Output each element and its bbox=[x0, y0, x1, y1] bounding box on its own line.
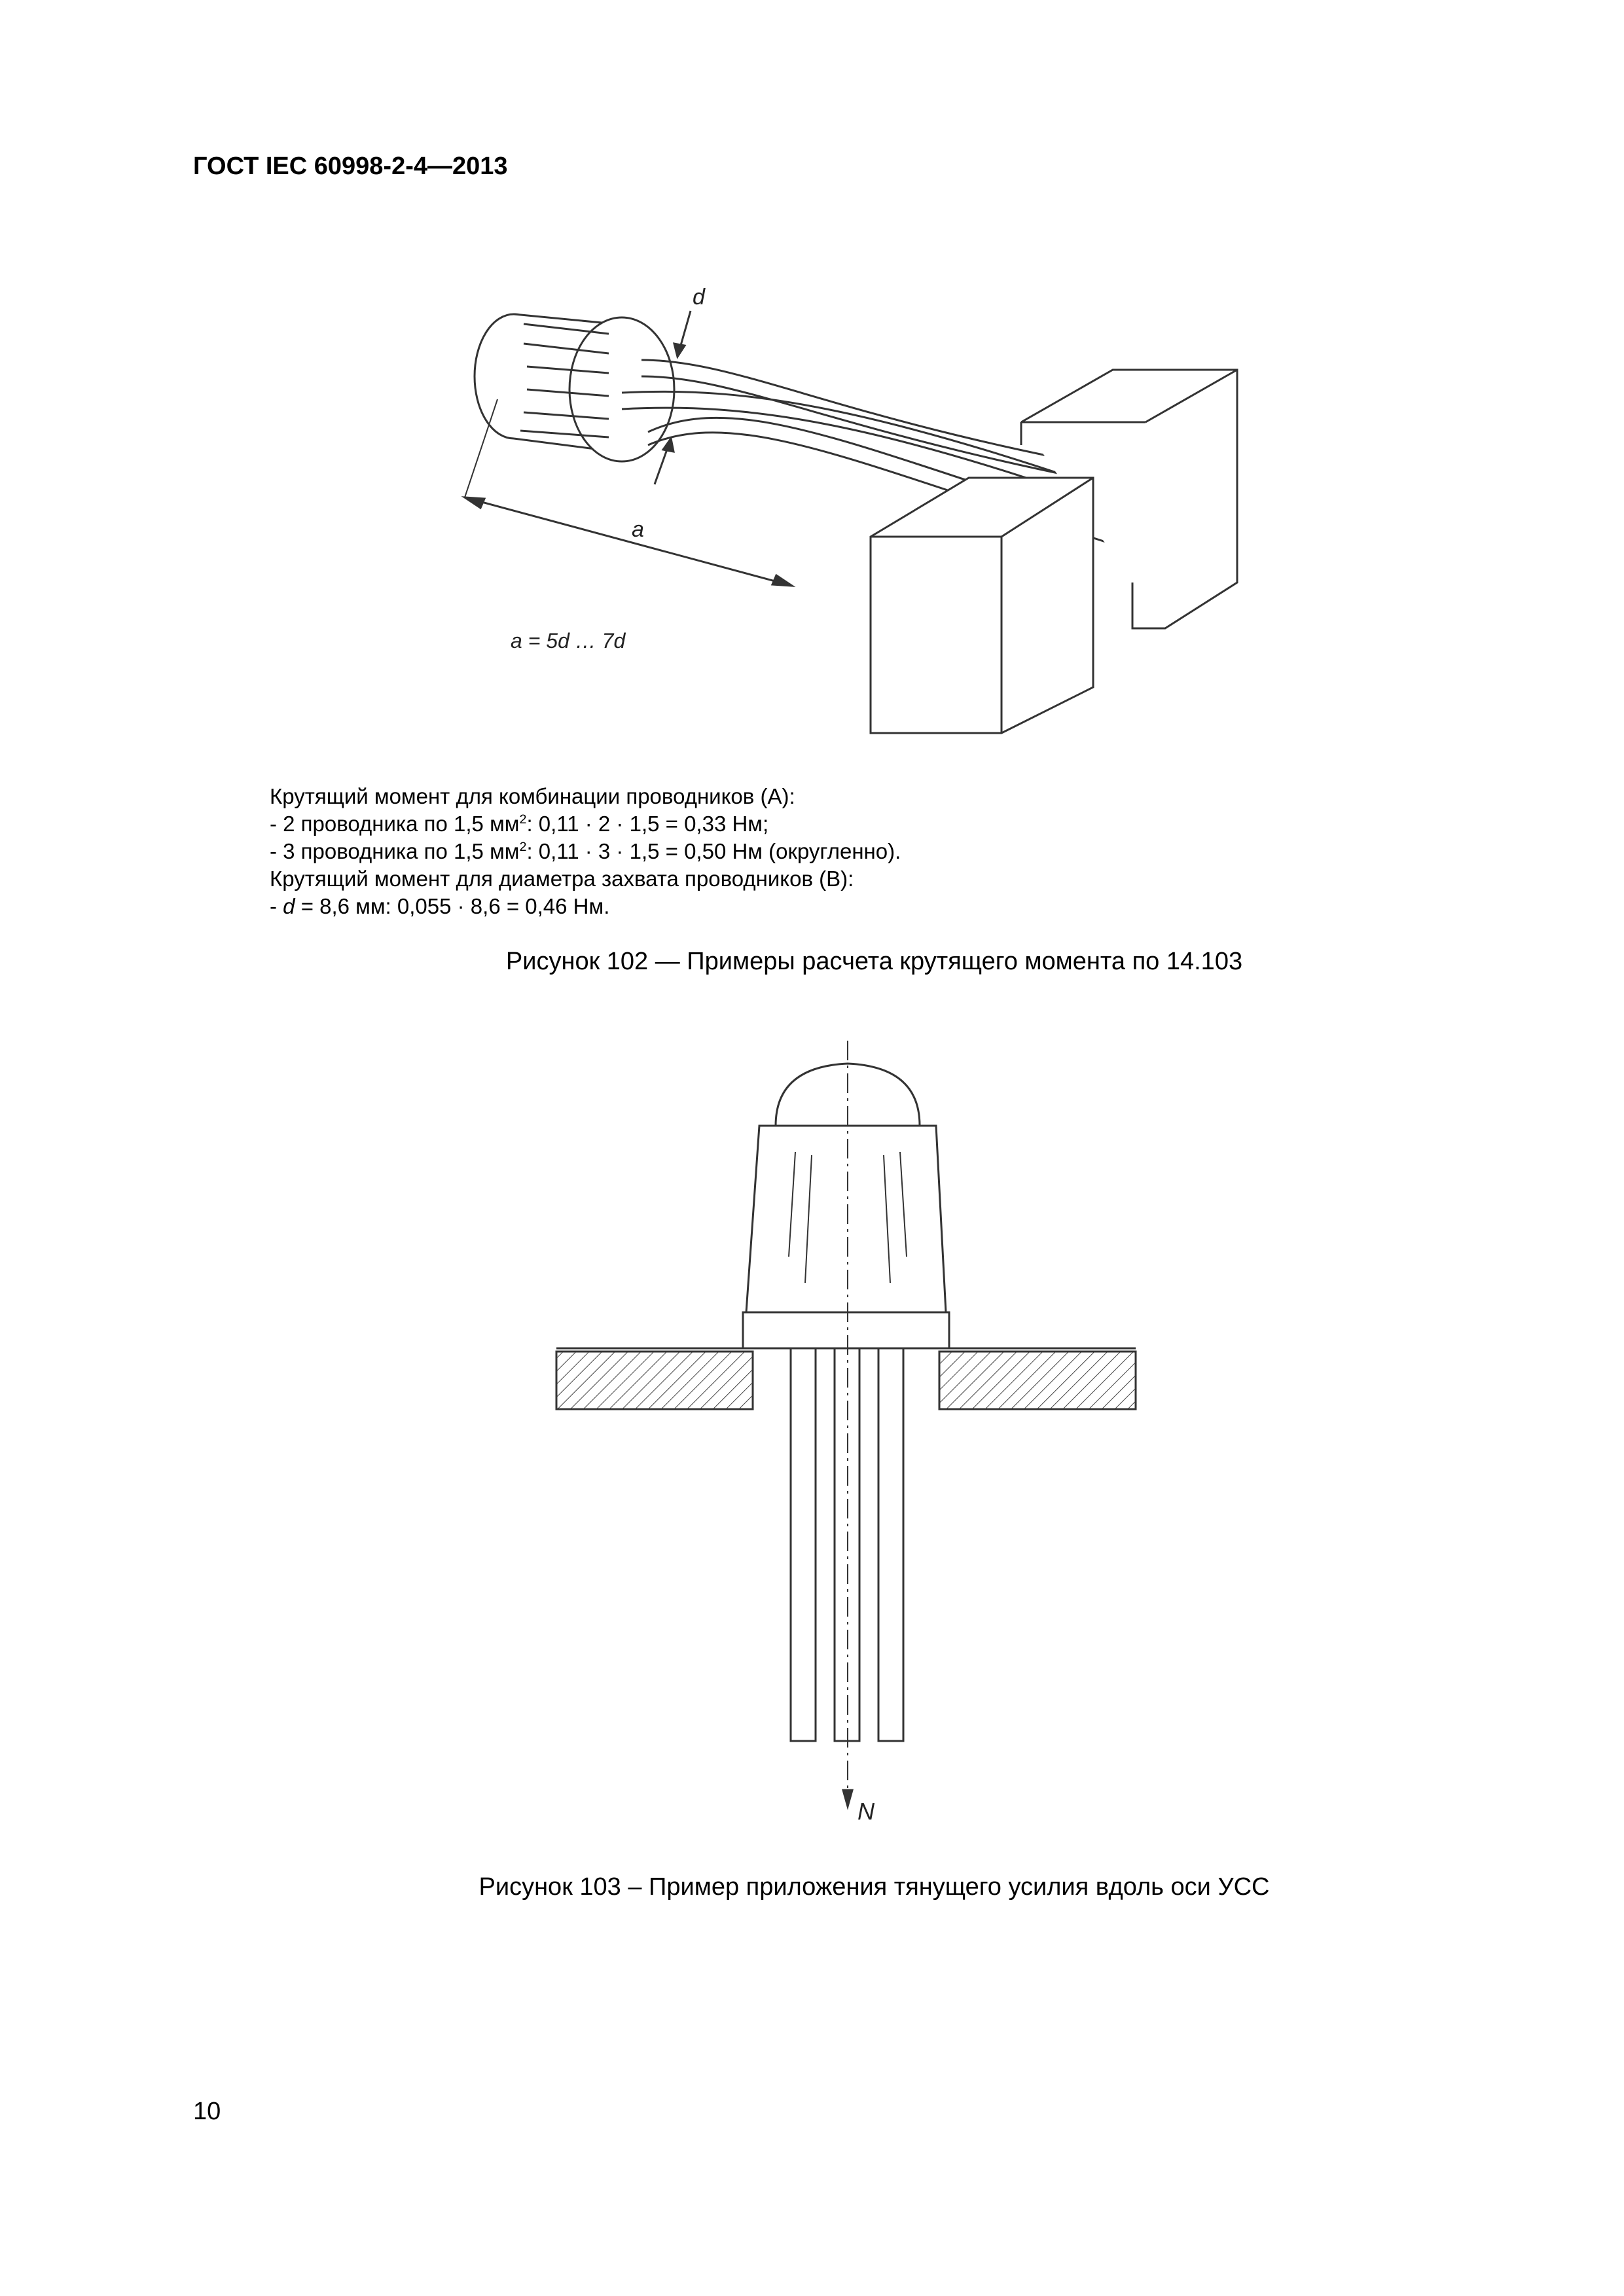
document-header: ГОСТ IEC 60998-2-4—2013 bbox=[193, 152, 508, 180]
text-line-3: - 3 проводника по 1,5 $мм^2$: 0,11 · 3 · 1,5 = 0,50 Нм (округленно). bbox=[270, 839, 901, 863]
figure-103-caption: Рисунок 103 – Пример приложения тянущего усилия вдоль оси УСС bbox=[478, 1873, 1270, 1901]
page-number: 10 bbox=[193, 2098, 221, 2125]
text-line-2: - 2 проводника по 1,5 $мм^2$: 0,11 · 2 · 1,5 = 0,33 Нм; bbox=[270, 812, 769, 836]
figure-102-torque-diagram bbox=[452, 262, 1276, 740]
label-d: d bbox=[693, 285, 705, 310]
text-line-1: Крутящий момент для комбинации проводников (А): bbox=[270, 784, 795, 808]
text-line-4: Крутящий момент для диаметра захвата проводников (В): bbox=[270, 867, 854, 891]
label-n: N bbox=[857, 1798, 875, 1825]
text-line-5: - d = 8,6 мм: 0,055 · 8,6 = 0,46 Нм. bbox=[270, 894, 610, 918]
torque-text-block bbox=[270, 783, 901, 920]
figure-103-pull-diagram bbox=[543, 1034, 1165, 1852]
formula-a: a = 5d … 7d bbox=[511, 629, 626, 653]
figure-102-caption: Рисунок 102 — Примеры расчета крутящего момента по 14.103 bbox=[505, 948, 1243, 975]
label-a: a bbox=[632, 517, 644, 542]
